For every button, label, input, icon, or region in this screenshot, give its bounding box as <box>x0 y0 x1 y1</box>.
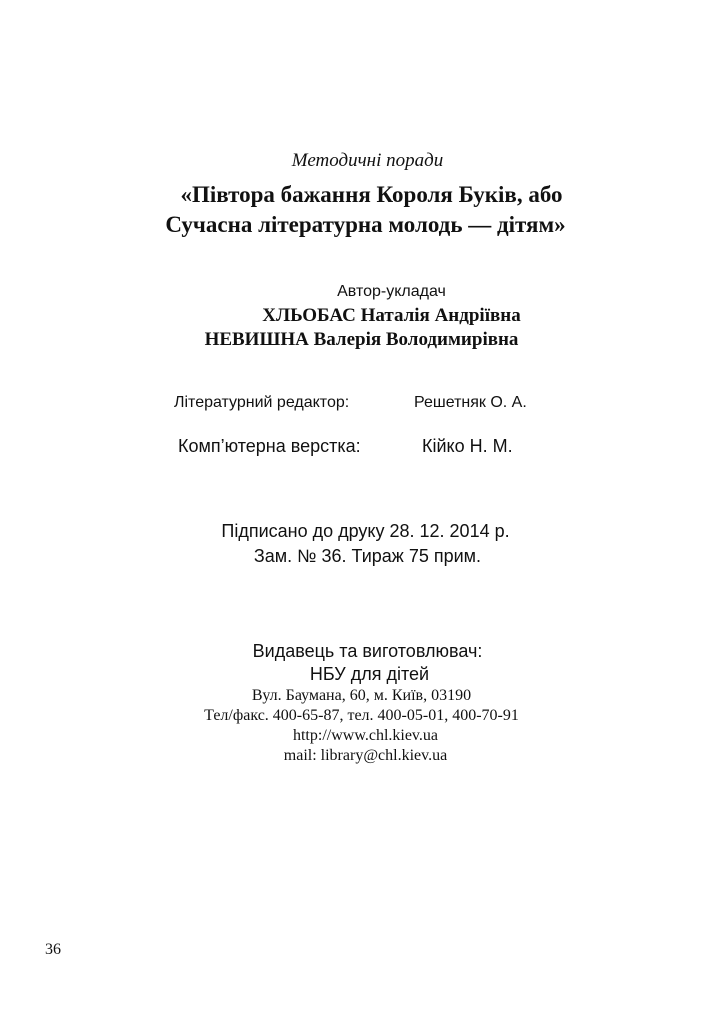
layout-label: Комп’ютерна верстка: <box>178 436 361 456</box>
publisher-name: НБУ для дітей <box>309 664 430 684</box>
literary-editor-name: Решетняк О. А. <box>414 394 527 411</box>
page-number: 36 <box>45 941 61 958</box>
layout-name: Кійко Н. М. <box>422 436 513 456</box>
publisher-label: Видавець та виготовлювач: <box>252 641 483 661</box>
author-name-2: НЕВИШНА Валерія Володимирівна <box>204 329 519 350</box>
publisher-website: http://www.chl.kiev.ua <box>292 727 438 744</box>
literary-editor-label: Літературний редактор: <box>174 394 350 411</box>
print-order-run: Зам. № 36. Тираж 75 прим. <box>253 546 482 566</box>
publisher-address: Вул. Баумана, 60, м. Київ, 03190 <box>251 687 472 704</box>
genre-label: Методичні поради <box>291 150 444 171</box>
publisher-phones: Тел/факс. 400-65-87, тел. 400-05-01, 400-70-91 <box>204 707 519 724</box>
author-name-1: ХЛЬОБАС Наталія Андріївна <box>262 305 521 326</box>
publisher-email: mail: library@chl.kiev.ua <box>283 747 448 764</box>
title-line-2: Сучасна літературна молодь — дітям» <box>165 212 566 237</box>
author-label: Автор-укладач <box>337 283 446 300</box>
title-line-1: «Півтора бажання Короля Буків, або <box>180 182 563 207</box>
print-signed-date: Підписано до друку 28. 12. 2014 р. <box>221 521 510 541</box>
